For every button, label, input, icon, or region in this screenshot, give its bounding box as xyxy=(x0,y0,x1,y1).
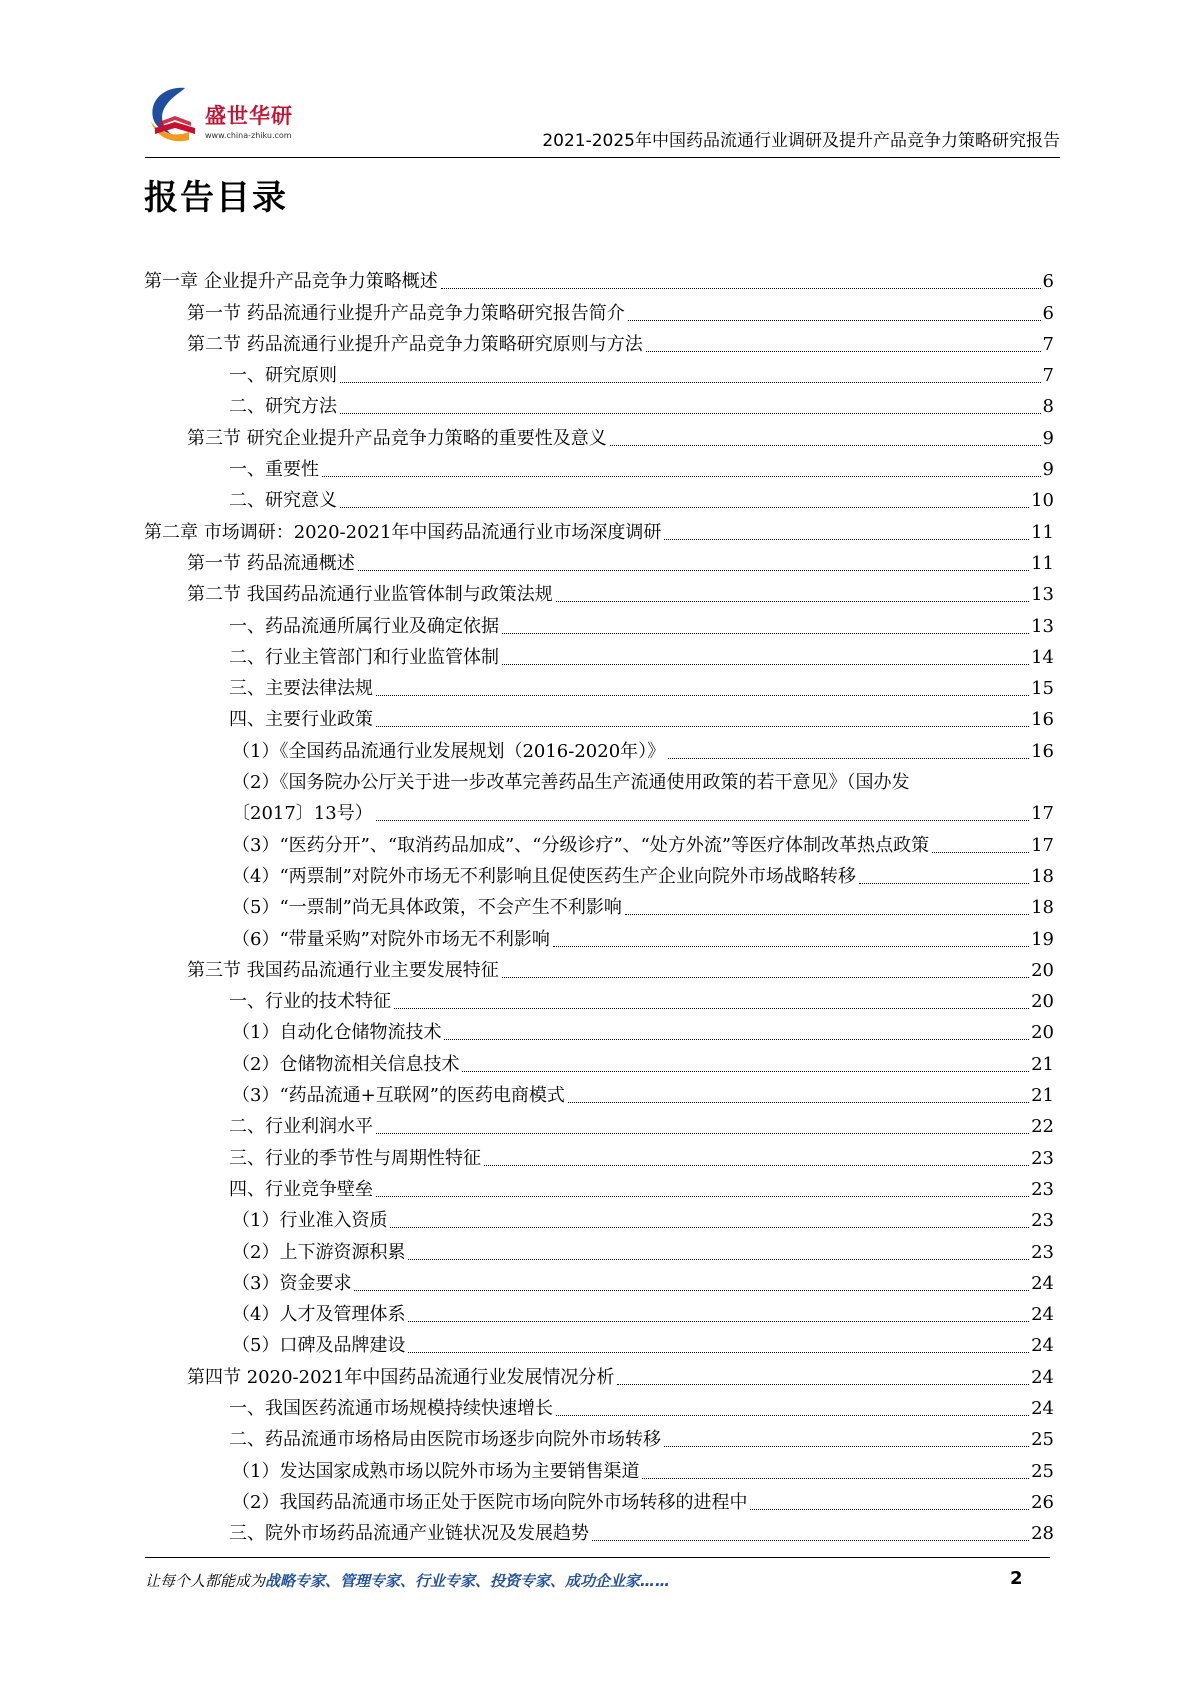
toc-entry[interactable] xyxy=(144,545,1054,576)
toc-entry[interactable] xyxy=(144,263,1054,294)
toc-entry[interactable] xyxy=(144,732,1054,763)
toc-entry[interactable] xyxy=(144,1077,1054,1108)
toc-entry-title: 第三节 我国药品流通行业主要发展特征 xyxy=(187,959,499,981)
toc-leader-dots xyxy=(376,1196,1029,1197)
toc-page-number: 17 xyxy=(1031,803,1054,825)
toc-leader-dots xyxy=(646,351,1041,352)
toc-entry-title: （5）“一票制”尚无具体政策，不会产生不利影响 xyxy=(232,897,622,919)
toc-leader-dots xyxy=(932,852,1029,853)
toc-leader-dots xyxy=(668,758,1029,759)
toc-page-number: 11 xyxy=(1031,552,1054,574)
toc-page-number: 24 xyxy=(1031,1272,1054,1294)
toc-leader-dots xyxy=(484,1165,1029,1166)
toc-page-number: 8 xyxy=(1042,396,1054,418)
toc-leader-dots xyxy=(408,1352,1029,1353)
toc-entry-title: 一、研究原则 xyxy=(229,365,337,387)
toc-entry[interactable] xyxy=(144,1484,1054,1515)
toc-entry-title: （4）“两票制”对院外市场无不利影响且促使医药生产企业向院外市场战略转移 xyxy=(232,865,856,887)
toc-page-number: 24 xyxy=(1031,1335,1054,1357)
toc-entry[interactable] xyxy=(144,701,1054,732)
toc-entry[interactable] xyxy=(144,482,1054,513)
toc-page-number: 13 xyxy=(1031,615,1054,637)
toc-leader-dots xyxy=(556,1415,1029,1416)
toc-entry-title: 一、重要性 xyxy=(229,459,319,481)
footer-slogan xyxy=(145,1570,670,1591)
toc-entry[interactable] xyxy=(144,952,1054,983)
toc-entry[interactable] xyxy=(144,1421,1054,1452)
toc-entry[interactable] xyxy=(144,1452,1054,1483)
toc-page-number: 18 xyxy=(1031,897,1054,919)
toc-page-number: 24 xyxy=(1031,1366,1054,1388)
toc-leader-dots xyxy=(642,1478,1029,1479)
toc-entry-title: 第二章 市场调研：2020-2021年中国药品流通行业市场深度调研 xyxy=(144,521,662,543)
toc-leader-dots xyxy=(664,1446,1029,1447)
toc-page-number: 23 xyxy=(1031,1178,1054,1200)
toc-leader-dots xyxy=(340,382,1041,383)
toc-entry-title: 二、药品流通市场格局由医院市场逐步向院外市场转移 xyxy=(229,1429,661,1451)
toc-entry-title: 第一节 药品流通概述 xyxy=(187,552,355,574)
toc-leader-dots xyxy=(354,1290,1029,1291)
toc-entry-title: 第二节 药品流通行业提升产品竞争力策略研究原则与方法 xyxy=(187,333,643,355)
toc-entry[interactable] xyxy=(144,607,1054,638)
toc-entry-title: （2）我国药品流通市场正处于医院市场向院外市场转移的进程中 xyxy=(232,1491,748,1513)
toc-leader-dots xyxy=(408,1321,1029,1322)
toc-entry-title: 三、行业的季节性与周期性特征 xyxy=(229,1147,481,1169)
toc-entry[interactable] xyxy=(144,826,1054,857)
toc-entry[interactable] xyxy=(144,858,1054,889)
toc-entry[interactable] xyxy=(144,451,1054,482)
toc-entry[interactable] xyxy=(144,1515,1054,1546)
toc-page-number: 9 xyxy=(1042,459,1054,481)
toc-leader-dots xyxy=(462,1071,1029,1072)
toc-leader-dots xyxy=(625,914,1029,915)
toc-heading: 报告目录 xyxy=(144,178,288,218)
toc-leader-dots xyxy=(568,1102,1029,1103)
toc-entry-title: 二、研究意义 xyxy=(229,490,337,512)
toc-entry-title: 三、院外市场药品流通产业链状况及发展趋势 xyxy=(229,1523,589,1545)
toc-entry-title: 一、我国医药流通市场规模持续快速增长 xyxy=(229,1397,553,1419)
toc-page-number: 25 xyxy=(1031,1429,1054,1451)
toc-page-number: 22 xyxy=(1031,1116,1054,1138)
toc-entry[interactable] xyxy=(144,1296,1054,1327)
toc-entry[interactable] xyxy=(144,1171,1054,1202)
toc-entry-title: 四、行业竞争壁垒 xyxy=(229,1178,373,1200)
toc-leader-dots xyxy=(859,883,1029,884)
toc-page-number: 13 xyxy=(1031,584,1054,606)
toc-leader-dots xyxy=(408,1259,1029,1260)
toc-leader-dots xyxy=(376,726,1029,727)
toc-entry[interactable] xyxy=(144,357,1054,388)
toc-leader-dots xyxy=(502,664,1029,665)
toc-entry[interactable] xyxy=(144,1045,1054,1076)
toc-entry[interactable] xyxy=(144,326,1054,357)
toc-leader-dots xyxy=(610,445,1041,446)
toc-entry-title: 四、主要行业政策 xyxy=(229,709,373,731)
toc-leader-dots xyxy=(358,570,1029,571)
toc-entry[interactable] xyxy=(144,1139,1054,1170)
toc-entry[interactable] xyxy=(144,764,1054,795)
toc-page-number: 6 xyxy=(1042,302,1054,324)
toc-page-number: 16 xyxy=(1031,740,1054,762)
toc-entry[interactable] xyxy=(144,920,1054,951)
toc-page-number: 17 xyxy=(1031,834,1054,856)
toc-leader-dots xyxy=(441,288,1041,289)
toc-page-number: 23 xyxy=(1031,1147,1054,1169)
toc-page-number: 25 xyxy=(1031,1460,1054,1482)
toc-page-number: 7 xyxy=(1042,333,1054,355)
toc-page-number: 20 xyxy=(1031,1022,1054,1044)
toc-entry-title: 一、药品流通所属行业及确定依据 xyxy=(229,615,499,637)
toc-entry[interactable] xyxy=(144,513,1054,544)
toc-page-number: 16 xyxy=(1031,709,1054,731)
toc-entry-title: 第二节 我国药品流通行业监管体制与政策法规 xyxy=(187,584,553,606)
toc-leader-dots xyxy=(376,695,1029,696)
toc-entry-title: 三、主要法律法规 xyxy=(229,678,373,700)
toc-entry[interactable] xyxy=(144,576,1054,607)
toc-leader-dots xyxy=(617,1384,1029,1385)
toc-leader-dots xyxy=(340,507,1029,508)
toc-entry-title: 二、研究方法 xyxy=(229,396,337,418)
toc-page-number: 14 xyxy=(1031,646,1054,668)
toc-leader-dots xyxy=(390,1227,1029,1228)
toc-entry-title: （1）《全国药品流通行业发展规划（2016-2020年）》 xyxy=(232,740,666,762)
toc-entry[interactable] xyxy=(144,419,1054,450)
toc-page-number: 20 xyxy=(1031,991,1054,1013)
toc-entry[interactable] xyxy=(144,1390,1054,1421)
toc-entry-title: 一、行业的技术特征 xyxy=(229,991,391,1013)
toc-page-number: 6 xyxy=(1042,271,1054,293)
toc-page-number: 10 xyxy=(1031,490,1054,512)
toc-leader-dots xyxy=(322,476,1041,477)
toc-entry-title: 〔2017〕13号） xyxy=(232,803,373,825)
toc-entry-title: （3）“医药分开”、“取消药品加成”、“分级诊疗”、“处方外流”等医疗体制改革热点政策 xyxy=(232,834,930,856)
table-of-contents xyxy=(144,263,1054,1546)
toc-entry[interactable] xyxy=(144,1265,1054,1296)
toc-leader-dots xyxy=(628,320,1041,321)
toc-entry-title: 第一章 企业提升产品竞争力策略概述 xyxy=(144,271,438,293)
toc-entry-title: （3）资金要求 xyxy=(232,1272,352,1294)
toc-entry[interactable] xyxy=(144,639,1054,670)
toc-page-number: 11 xyxy=(1031,521,1054,543)
toc-leader-dots xyxy=(556,601,1029,602)
toc-page-number: 7 xyxy=(1042,365,1054,387)
toc-entry-title: （4）人才及管理体系 xyxy=(232,1304,406,1326)
toc-leader-dots xyxy=(750,1509,1029,1510)
logo-name: 盛世华研 xyxy=(205,104,293,128)
toc-page-number: 18 xyxy=(1031,865,1054,887)
toc-page-number: 15 xyxy=(1031,678,1054,700)
toc-entry-title: 二、行业主管部门和行业监管体制 xyxy=(229,646,499,668)
toc-entry[interactable] xyxy=(144,1358,1054,1389)
toc-leader-dots xyxy=(664,539,1029,540)
toc-page-number: 23 xyxy=(1031,1241,1054,1263)
toc-entry-title: （2）仓储物流相关信息技术 xyxy=(232,1053,460,1075)
toc-entry[interactable] xyxy=(144,983,1054,1014)
toc-page-number: 24 xyxy=(1031,1304,1054,1326)
slogan-highlight: 战略专家、管理专家、行业专家、投资专家、成功企业家…… xyxy=(265,1572,671,1590)
toc-leader-dots xyxy=(553,946,1029,947)
logo-icon xyxy=(145,82,209,146)
toc-entry-title: 第三节 研究企业提升产品竞争力策略的重要性及意义 xyxy=(187,427,607,449)
toc-entry-title: （1）发达国家成熟市场以院外市场为主要销售渠道 xyxy=(232,1460,640,1482)
page-header xyxy=(145,82,1060,158)
report-title: 2021-2025年中国药品流通行业调研及提升产品竞争力策略研究报告 xyxy=(542,131,1060,151)
toc-entry[interactable] xyxy=(144,1014,1054,1045)
toc-page-number: 23 xyxy=(1031,1210,1054,1232)
toc-entry-title: （2）《国务院办公厅关于进一步改革完善药品生产流通使用政策的若干意见》（国办发 xyxy=(232,772,910,794)
toc-page-number: 24 xyxy=(1031,1397,1054,1419)
toc-leader-dots xyxy=(444,1039,1029,1040)
toc-entry[interactable] xyxy=(144,889,1054,920)
toc-entry-title: 第四节 2020-2021年中国药品流通行业发展情况分析 xyxy=(187,1366,615,1388)
toc-leader-dots xyxy=(502,633,1029,634)
page-number: 2 xyxy=(1010,1568,1023,1589)
toc-leader-dots xyxy=(592,1540,1029,1541)
toc-page-number: 28 xyxy=(1031,1523,1054,1545)
toc-entry[interactable] xyxy=(144,795,1054,826)
logo-url: www.china-zhiku.com xyxy=(205,131,292,140)
header-divider xyxy=(145,157,1060,158)
toc-entry-title: （6）“带量采购”对院外市场无不利影响 xyxy=(232,928,550,950)
toc-entry[interactable] xyxy=(144,1327,1054,1358)
toc-leader-dots xyxy=(340,413,1041,414)
toc-entry-title: （2）上下游资源积累 xyxy=(232,1241,406,1263)
toc-page-number: 9 xyxy=(1042,427,1054,449)
toc-entry-title: （5）口碑及品牌建设 xyxy=(232,1335,406,1357)
toc-page-number: 21 xyxy=(1031,1085,1054,1107)
toc-entry[interactable] xyxy=(144,1202,1054,1233)
toc-page-number: 21 xyxy=(1031,1053,1054,1075)
toc-entry[interactable] xyxy=(144,1233,1054,1264)
toc-leader-dots xyxy=(394,1008,1029,1009)
toc-page-number: 20 xyxy=(1031,959,1054,981)
toc-entry-title: （1）行业准入资质 xyxy=(232,1210,388,1232)
company-logo xyxy=(145,82,325,152)
toc-page-number: 19 xyxy=(1031,928,1054,950)
toc-entry[interactable] xyxy=(144,1108,1054,1139)
toc-entry-title: （1）自动化仓储物流技术 xyxy=(232,1022,442,1044)
toc-entry[interactable] xyxy=(144,294,1054,325)
toc-entry-title: 第一节 药品流通行业提升产品竞争力策略研究报告简介 xyxy=(187,302,625,324)
slogan-prefix: 让每个人都能成为 xyxy=(145,1572,266,1590)
toc-leader-dots xyxy=(502,977,1029,978)
toc-leader-dots xyxy=(376,820,1029,821)
toc-leader-dots xyxy=(376,1133,1029,1134)
toc-entry-title: （3）“药品流通+互联网”的医药电商模式 xyxy=(232,1085,565,1107)
toc-entry[interactable] xyxy=(144,388,1054,419)
footer-divider xyxy=(145,1557,1050,1558)
toc-entry-title: 二、行业利润水平 xyxy=(229,1116,373,1138)
toc-page-number: 26 xyxy=(1031,1491,1054,1513)
toc-entry[interactable] xyxy=(144,670,1054,701)
